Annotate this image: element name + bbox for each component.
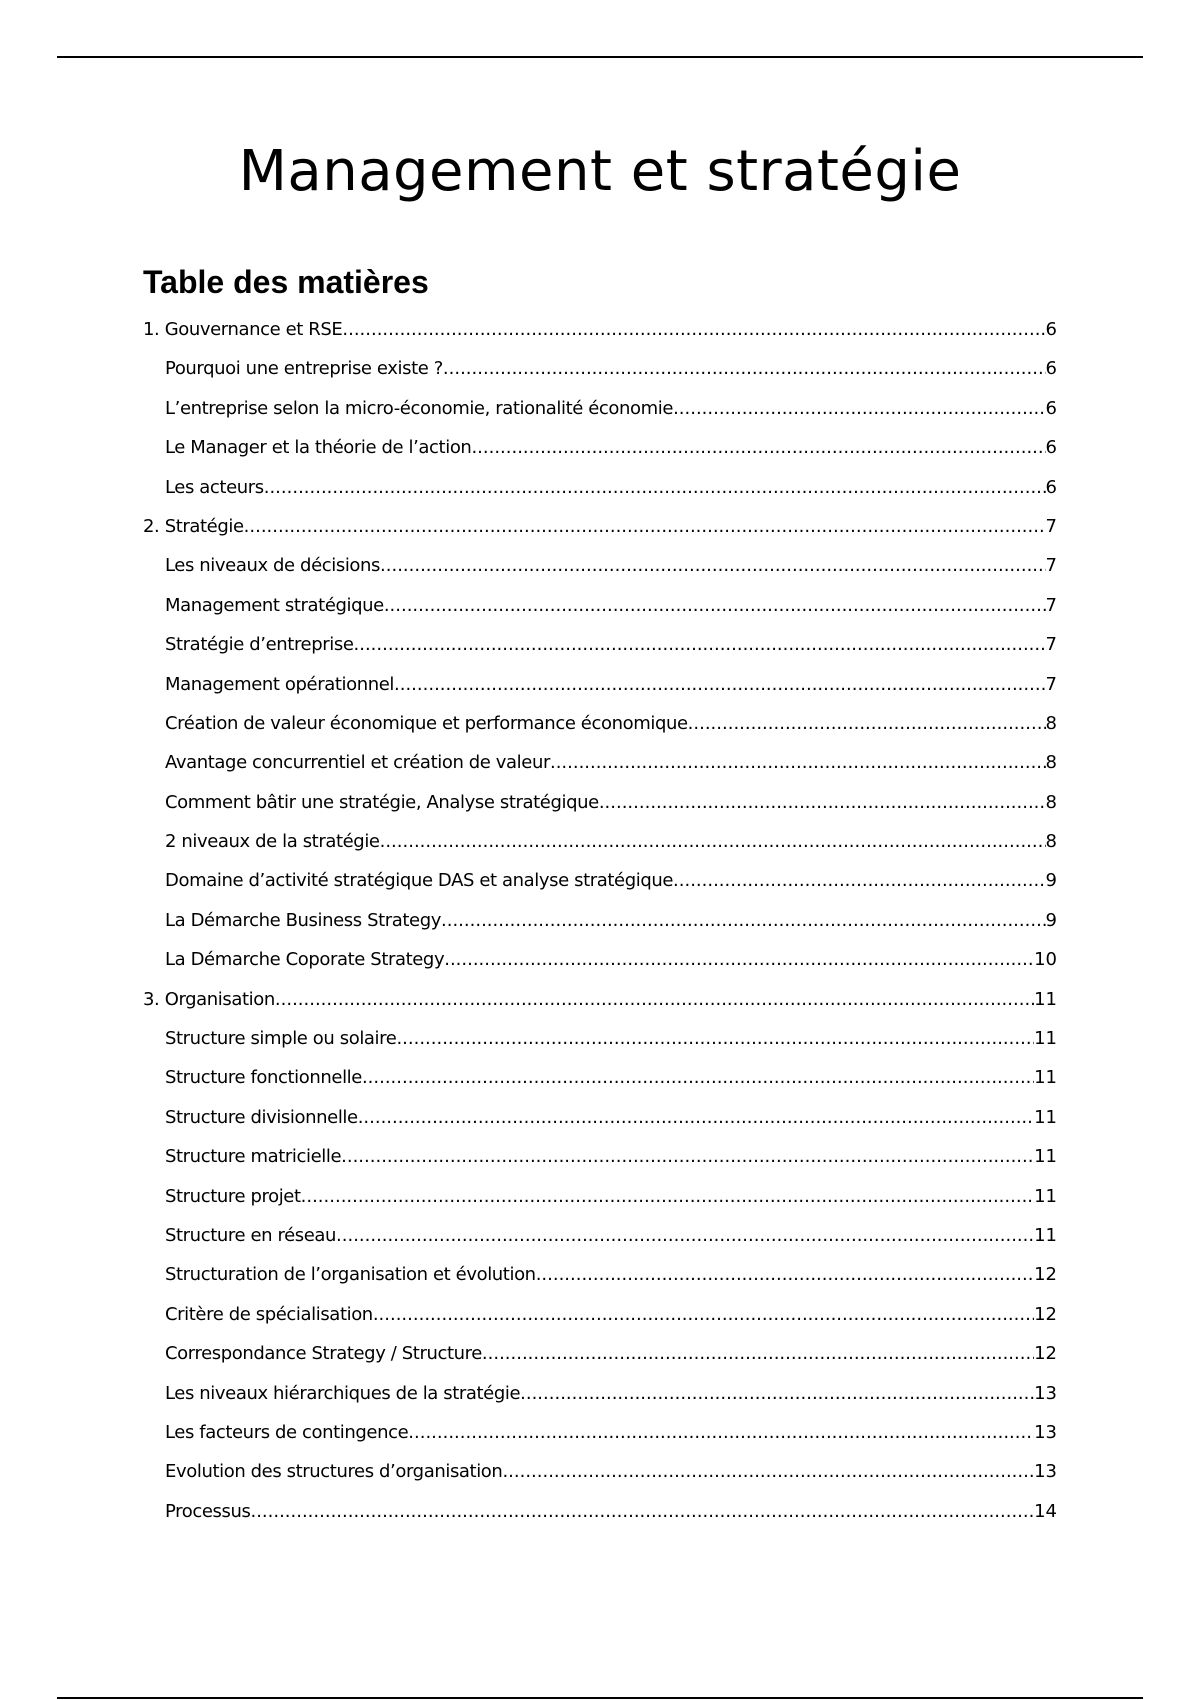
toc-entry-page-number: 6 (1045, 437, 1057, 459)
toc-entry-title: L’entreprise selon la micro-économie, rationalité économie (165, 397, 674, 419)
toc-entry-page-number: 12 (1034, 1264, 1057, 1286)
toc-subsection-entry[interactable] (143, 349, 1057, 388)
toc-entry-title: Evolution des structures d’organisation (165, 1461, 503, 1483)
toc-entry-title: 2. Stratégie (143, 515, 244, 537)
toc-entry-page-number: 7 (1045, 634, 1057, 656)
toc-subsection-entry[interactable] (143, 1216, 1057, 1255)
toc-dot-leader (482, 1334, 1034, 1373)
toc-entry-page-number: 11 (1034, 988, 1057, 1010)
toc-dot-leader (502, 1452, 1034, 1491)
toc-entry-title: La Démarche Business Strategy (165, 909, 442, 931)
toc-dot-leader (264, 468, 1046, 507)
toc-dot-leader (443, 349, 1046, 388)
toc-subsection-entry[interactable] (143, 1177, 1057, 1216)
table-of-contents (143, 310, 1057, 1531)
toc-subsection-entry[interactable] (143, 389, 1057, 428)
toc-dot-leader (244, 507, 1046, 546)
toc-entry-title: Les acteurs (165, 476, 264, 498)
toc-subsection-entry[interactable] (143, 1137, 1057, 1176)
toc-subsection-entry[interactable] (143, 1492, 1057, 1531)
toc-subsection-entry[interactable] (143, 586, 1057, 625)
toc-subsection-entry[interactable] (143, 901, 1057, 940)
toc-entry-page-number: 6 (1045, 397, 1057, 419)
toc-entry-page-number: 7 (1045, 673, 1057, 695)
toc-entry-page-number: 8 (1045, 791, 1057, 813)
toc-subsection-entry[interactable] (143, 861, 1057, 900)
toc-subsection-entry[interactable] (143, 940, 1057, 979)
toc-dot-leader (471, 428, 1045, 467)
toc-entry-title: La Démarche Coporate Strategy (165, 949, 445, 971)
toc-dot-leader (373, 1295, 1034, 1334)
toc-entry-page-number: 7 (1045, 515, 1057, 537)
toc-dot-leader (444, 940, 1034, 979)
toc-dot-leader (599, 783, 1046, 822)
toc-entry-title: Le Manager et la théorie de l’action (165, 437, 472, 459)
toc-subsection-entry[interactable] (143, 1058, 1057, 1097)
toc-entry-page-number: 7 (1045, 555, 1057, 577)
toc-entry-title: 3. Organisation (143, 988, 275, 1010)
toc-dot-leader (336, 1216, 1034, 1255)
toc-entry-title: Création de valeur économique et performance économique (165, 712, 688, 734)
toc-entry-page-number: 13 (1034, 1461, 1057, 1483)
toc-entry-page-number: 8 (1045, 712, 1057, 734)
toc-entry-title: Stratégie d’entreprise (165, 634, 354, 656)
toc-dot-leader (688, 704, 1046, 743)
toc-entry-title: Les niveaux hiérarchiques de la stratégie (165, 1382, 521, 1404)
toc-entry-title: Pourquoi une entreprise existe ? (165, 358, 443, 380)
toc-subsection-entry[interactable] (143, 1019, 1057, 1058)
toc-section-entry[interactable] (143, 310, 1057, 349)
toc-dot-leader (536, 1255, 1034, 1294)
toc-subsection-entry[interactable] (143, 1452, 1057, 1491)
toc-dot-leader (550, 743, 1046, 782)
toc-entry-title: Correspondance Strategy / Structure (165, 1343, 482, 1365)
toc-subsection-entry[interactable] (143, 1295, 1057, 1334)
toc-entry-title: Management stratégique (165, 594, 384, 616)
toc-entry-page-number: 6 (1045, 319, 1057, 340)
toc-dot-leader (354, 625, 1046, 664)
toc-dot-leader (408, 1413, 1034, 1452)
toc-entry-title: Comment bâtir une stratégie, Analyse stratégique (165, 791, 599, 813)
toc-entry-page-number: 9 (1045, 909, 1057, 931)
toc-subsection-entry[interactable] (143, 783, 1057, 822)
page-bottom-rule (57, 1697, 1143, 1699)
toc-subsection-entry[interactable] (143, 1334, 1057, 1373)
toc-dot-leader (673, 389, 1045, 428)
toc-dot-leader (384, 586, 1046, 625)
toc-entry-page-number: 11 (1034, 1224, 1057, 1246)
toc-subsection-entry[interactable] (143, 1413, 1057, 1452)
toc-entry-page-number: 6 (1045, 358, 1057, 380)
toc-dot-leader (396, 1019, 1034, 1058)
toc-dot-leader (441, 901, 1046, 940)
toc-entry-title: Structure projet (165, 1185, 301, 1207)
toc-dot-leader (362, 1058, 1034, 1097)
toc-section-entry[interactable] (143, 507, 1057, 546)
toc-dot-leader (250, 1492, 1034, 1531)
toc-entry-page-number: 6 (1045, 476, 1057, 498)
toc-entry-title: Structuration de l’organisation et évolution (165, 1264, 536, 1286)
toc-entry-title: Structure en réseau (165, 1224, 337, 1246)
toc-subsection-entry[interactable] (143, 665, 1057, 704)
toc-dot-leader (275, 980, 1034, 1019)
toc-dot-leader (341, 1137, 1034, 1176)
toc-subsection-entry[interactable] (143, 468, 1057, 507)
toc-entry-page-number: 13 (1034, 1421, 1057, 1443)
toc-entry-page-number: 11 (1034, 1028, 1057, 1050)
toc-entry-page-number: 12 (1034, 1303, 1057, 1325)
toc-dot-leader (342, 310, 1045, 349)
toc-entry-title: Processus (165, 1500, 251, 1522)
toc-dot-leader (358, 1098, 1034, 1137)
toc-entry-title: Domaine d’activité stratégique DAS et analyse stratégique (165, 870, 674, 892)
toc-subsection-entry[interactable] (143, 1374, 1057, 1413)
toc-entry-title: Les facteurs de contingence (165, 1421, 409, 1443)
toc-subsection-entry[interactable] (143, 428, 1057, 467)
toc-entry-page-number: 8 (1045, 831, 1057, 853)
toc-dot-leader (394, 665, 1046, 704)
toc-entry-title: Structure matricielle (165, 1146, 342, 1168)
toc-entry-page-number: 12 (1034, 1343, 1057, 1365)
toc-entry-page-number: 14 (1034, 1500, 1057, 1522)
toc-dot-leader (380, 546, 1046, 585)
toc-subsection-entry[interactable] (143, 704, 1057, 743)
toc-entry-page-number: 13 (1034, 1382, 1057, 1404)
toc-entry-page-number: 9 (1045, 870, 1057, 892)
toc-entry-page-number: 11 (1034, 1185, 1057, 1207)
toc-entry-page-number: 11 (1034, 1067, 1057, 1089)
toc-dot-leader (301, 1177, 1034, 1216)
toc-dot-leader (673, 861, 1046, 900)
toc-dot-leader (520, 1374, 1034, 1413)
toc-entry-title: Structure fonctionnelle (165, 1067, 362, 1089)
toc-entry-title: 2 niveaux de la stratégie (165, 831, 380, 853)
toc-entry-title: Avantage concurrentiel et création de valeur (165, 752, 550, 774)
toc-entry-title: Les niveaux de décisions (165, 555, 381, 577)
toc-subsection-entry[interactable] (143, 743, 1057, 782)
toc-section-entry[interactable] (143, 980, 1057, 1019)
toc-subsection-entry[interactable] (143, 1255, 1057, 1294)
toc-entry-title: Management opérationnel (165, 673, 395, 695)
toc-dot-leader (380, 822, 1046, 861)
toc-entry-title: 1. Gouvernance et RSE (143, 319, 343, 340)
toc-entry-page-number: 8 (1045, 752, 1057, 774)
toc-entry-title: Critère de spécialisation (165, 1303, 373, 1325)
document-title: Management et stratégie (238, 139, 962, 204)
toc-heading: Table des matières (143, 264, 429, 300)
toc-entry-page-number: 7 (1045, 594, 1057, 616)
toc-subsection-entry[interactable] (143, 822, 1057, 861)
toc-entry-title: Structure divisionnelle (165, 1106, 358, 1128)
page-top-rule (57, 56, 1143, 58)
toc-entry-title: Structure simple ou solaire (165, 1028, 397, 1050)
toc-entry-page-number: 10 (1034, 949, 1057, 971)
toc-subsection-entry[interactable] (143, 625, 1057, 664)
toc-entry-page-number: 11 (1034, 1146, 1057, 1168)
toc-subsection-entry[interactable] (143, 1098, 1057, 1137)
toc-subsection-entry[interactable] (143, 546, 1057, 585)
toc-entry-page-number: 11 (1034, 1106, 1057, 1128)
